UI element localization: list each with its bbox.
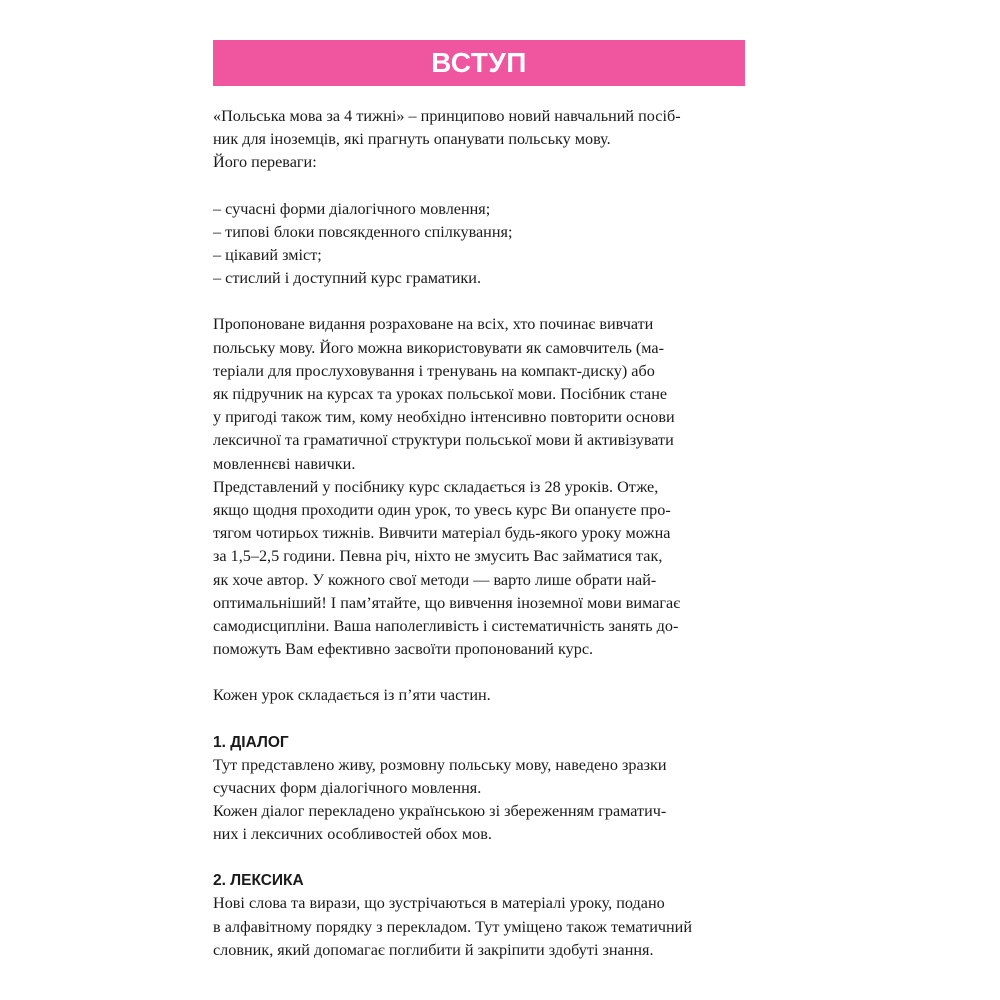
text-line: них і лексичних особливостей обох мов. [213, 825, 492, 844]
text-line: Кожен урок складається із п’яти частин. [213, 686, 491, 705]
text-line: оптимальніший! І пам’ятайте, що вивчення іноземної мови вимагає [213, 593, 681, 612]
text-line: сучасних форм діалогічного мовлення. [213, 778, 482, 797]
text-line: самодисципліни. Ваша наполегливість і систематичність занять до- [213, 617, 679, 636]
text-line: поможуть Вам ефективно засвоїти пропонований курс. [213, 640, 594, 659]
intro-line: «Польська мова за 4 тижні» – принципово новий навчальний посіб- [213, 107, 681, 125]
paragraph-audience [213, 313, 745, 475]
text-line: словник, який допомагає поглибити й закріпити здобуті знання. [213, 940, 654, 959]
section-heading: 1. ДІАЛОГ [213, 733, 289, 751]
page-title: ВСТУП [431, 47, 527, 78]
text-line: Пропоноване видання розраховане на всіх, хто починає вивчати [213, 315, 654, 334]
list-item: – типові блоки повсякденного спілкування; [213, 222, 513, 241]
text-line: як хоче автор. У кожного свої методи — варто лише обрати най- [213, 570, 657, 589]
text-line: за 1,5–2,5 години. Певна річ, ніхто не змусить Вас займатися так, [213, 547, 663, 566]
text-line: Нові слова та вирази, що зустрічаються в матеріалі уроку, подано [213, 894, 665, 913]
list-item: – стислий і доступний курс граматики. [213, 269, 481, 288]
intro-line: ник для іноземців, які прагнуть опанувати польську мову. [213, 130, 611, 149]
text-line: у пригоді також тим, кому необхідно інтенсивно повторити основи [213, 408, 675, 427]
list-item: – цікавий зміст; [213, 246, 322, 265]
text-line: Представлений у посібнику курс складається із 28 уроків. Отже, [213, 477, 659, 496]
text-line: Тут представлено живу, розмовну польську мову, наведено зразки [213, 755, 667, 774]
advantages-label: Його переваги: [213, 153, 317, 172]
text-line: польську мову. Його можна використовувати як самовчитель (ма- [213, 338, 664, 357]
text-line: тягом чотирьох тижнів. Вивчити матеріал будь-якого уроку можна [213, 524, 671, 543]
intro-block [213, 105, 745, 175]
section-dialog [213, 731, 745, 847]
text-line: якщо щодня проходити один урок, то увесь курс Ви опануєте про- [213, 501, 671, 520]
text-line: в алфавітному порядку з перекладом. Тут уміщено також тематичний [213, 917, 692, 936]
text-line: Кожен діалог перекладено українською зі збереженням граматич- [213, 802, 667, 821]
text-line: мовленнєві навички. [213, 454, 356, 473]
paragraph-course [213, 476, 745, 662]
section-heading: 2. ЛЕКСИКА [213, 872, 304, 890]
page [213, 40, 745, 962]
title-banner [213, 40, 745, 86]
text-line: теріали для прослуховування і тренувань на компакт-диску) або [213, 361, 655, 380]
text-line: як підручник на курсах та уроках польської мови. Посібник стане [213, 385, 668, 404]
list-item: – сучасні форми діалогічного мовлення; [213, 199, 491, 218]
paragraph-parts [213, 684, 745, 707]
section-vocabulary [213, 869, 745, 962]
advantages-list [213, 198, 745, 291]
text-line: лексичної та граматичної структури польської мови й активізувати [213, 431, 674, 450]
